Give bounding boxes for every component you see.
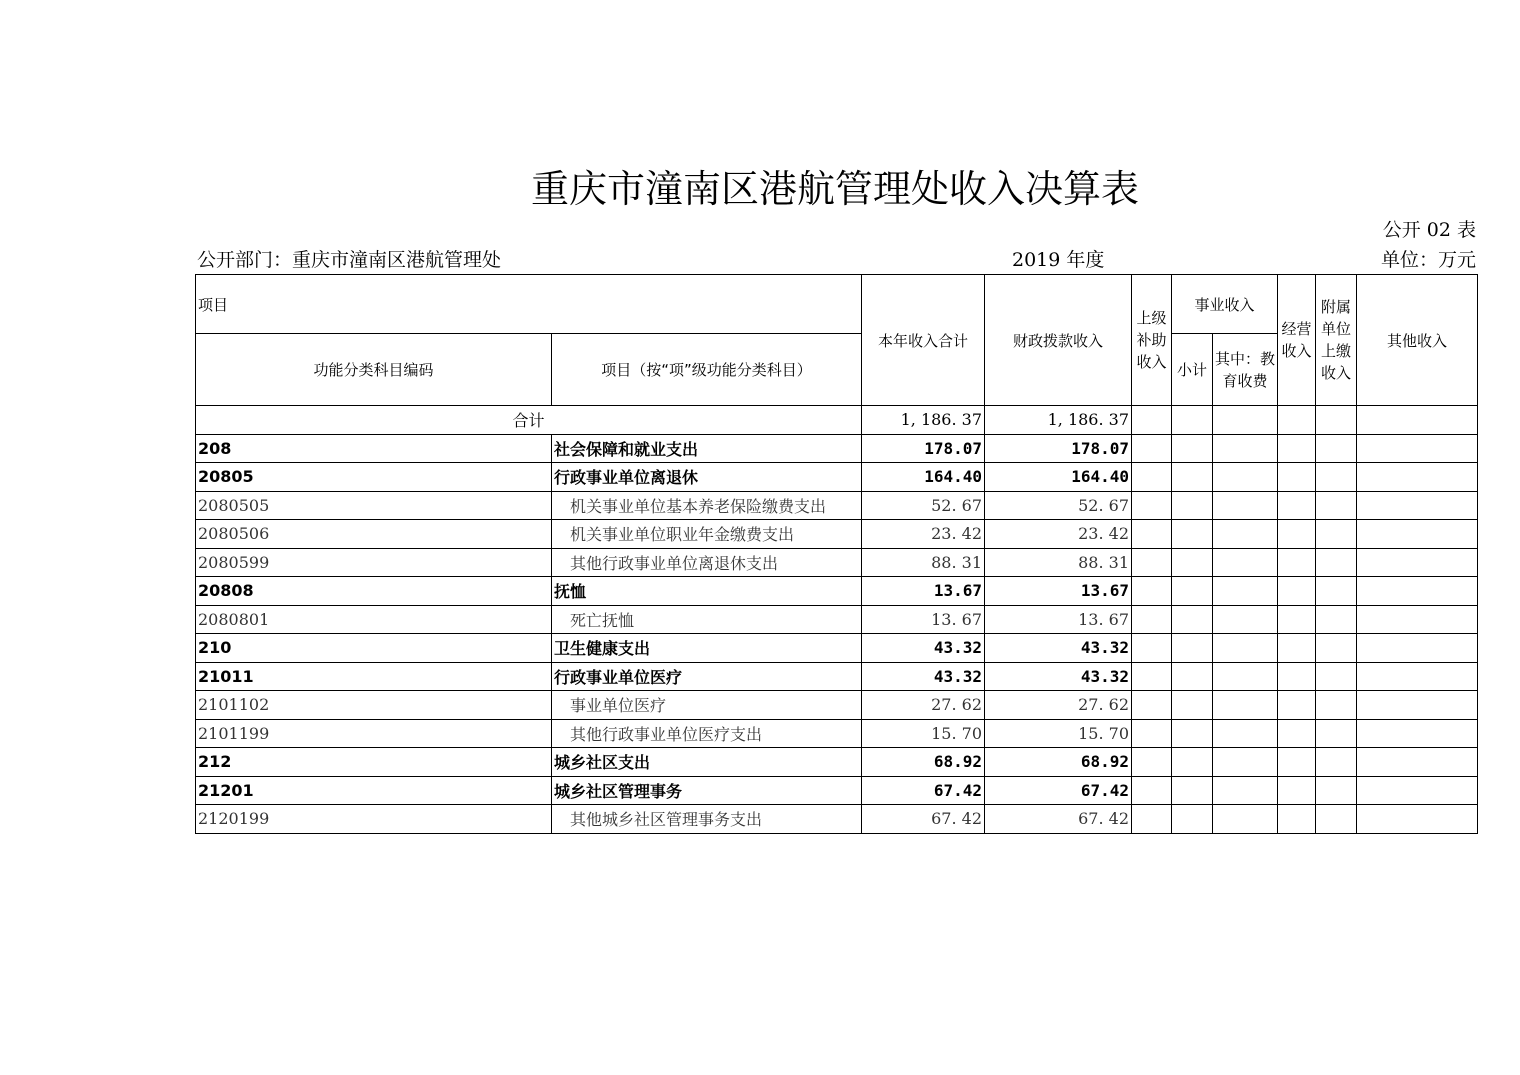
row-code: 210 <box>196 634 552 663</box>
empty-cell <box>1357 548 1478 577</box>
header-name: 项目（按“项”级功能分类科目） <box>552 334 862 406</box>
empty-cell <box>1172 805 1213 834</box>
row-total: 68.92 <box>862 748 985 777</box>
row-total: 13. 67 <box>862 605 985 634</box>
empty-cell <box>1213 805 1278 834</box>
row-name: 机关事业单位职业年金缴费支出 <box>552 520 862 549</box>
empty-cell <box>1357 577 1478 606</box>
empty-cell <box>1316 719 1357 748</box>
row-code: 2080505 <box>196 491 552 520</box>
row-code: 20805 <box>196 463 552 492</box>
empty-cell <box>1132 434 1172 463</box>
empty-cell <box>1278 662 1316 691</box>
row-name: 其他行政事业单位医疗支出 <box>552 719 862 748</box>
row-name: 事业单位医疗 <box>552 691 862 720</box>
row-fiscal: 13.67 <box>985 577 1132 606</box>
table-row <box>196 463 1478 492</box>
empty-cell <box>1357 805 1478 834</box>
empty-cell <box>1213 662 1278 691</box>
row-total: 88. 31 <box>862 548 985 577</box>
header-fiscal: 财政拨款收入 <box>985 275 1132 406</box>
income-table <box>195 274 1478 834</box>
empty-cell <box>1278 691 1316 720</box>
empty-cell <box>1278 491 1316 520</box>
table-row <box>196 520 1478 549</box>
header-subtotal: 小计 <box>1172 334 1213 406</box>
empty-cell <box>1132 463 1172 492</box>
empty-cell <box>1172 691 1213 720</box>
total-fiscal: 1, 186. 37 <box>985 406 1132 435</box>
empty-cell <box>1213 605 1278 634</box>
row-code: 2120199 <box>196 805 552 834</box>
empty-cell <box>1278 634 1316 663</box>
empty-cell <box>1172 662 1213 691</box>
empty-cell <box>1132 691 1172 720</box>
table-row <box>196 691 1478 720</box>
empty-cell <box>1357 691 1478 720</box>
header-total: 本年收入合计 <box>862 275 985 406</box>
table-row <box>196 805 1478 834</box>
empty-cell <box>1316 605 1357 634</box>
total-label: 合计 <box>196 406 862 435</box>
empty-cell <box>1172 463 1213 492</box>
empty-cell <box>1213 776 1278 805</box>
empty-cell <box>1316 520 1357 549</box>
row-name: 行政事业单位离退休 <box>552 463 862 492</box>
empty-cell <box>1278 605 1316 634</box>
row-fiscal: 43.32 <box>985 634 1132 663</box>
empty-cell <box>1132 776 1172 805</box>
row-code: 2080801 <box>196 605 552 634</box>
row-total: 52. 67 <box>862 491 985 520</box>
row-code: 21011 <box>196 662 552 691</box>
table-row <box>196 662 1478 691</box>
empty-cell <box>1316 577 1357 606</box>
table-row <box>196 748 1478 777</box>
row-name: 其他城乡社区管理事务支出 <box>552 805 862 834</box>
empty-cell <box>1132 662 1172 691</box>
empty-cell <box>1316 434 1357 463</box>
empty-cell <box>1213 691 1278 720</box>
total-amount: 1, 186. 37 <box>862 406 985 435</box>
empty-cell <box>1213 520 1278 549</box>
empty-cell <box>1172 719 1213 748</box>
row-fiscal: 15. 70 <box>985 719 1132 748</box>
empty-cell <box>1213 491 1278 520</box>
empty-cell <box>1278 748 1316 777</box>
row-code: 212 <box>196 748 552 777</box>
table-row <box>196 719 1478 748</box>
unit-label: 单位：万元 <box>1380 249 1476 271</box>
row-code: 208 <box>196 434 552 463</box>
empty-cell <box>1357 463 1478 492</box>
empty-cell <box>1132 805 1172 834</box>
row-name: 社会保障和就业支出 <box>552 434 862 463</box>
empty-cell <box>1132 605 1172 634</box>
empty-cell <box>1316 691 1357 720</box>
empty-cell <box>1172 748 1213 777</box>
empty-cell <box>1278 463 1316 492</box>
row-name: 城乡社区支出 <box>552 748 862 777</box>
empty-cell <box>1172 491 1213 520</box>
empty-cell <box>1278 548 1316 577</box>
table-row <box>196 577 1478 606</box>
empty-cell <box>1316 463 1357 492</box>
empty-cell <box>1132 634 1172 663</box>
empty-cell <box>1132 577 1172 606</box>
empty-cell <box>1278 719 1316 748</box>
row-name: 行政事业单位医疗 <box>552 662 862 691</box>
row-code: 2101199 <box>196 719 552 748</box>
empty-cell <box>1357 605 1478 634</box>
empty-cell <box>1316 776 1357 805</box>
department-label: 公开部门：重庆市潼南区港航管理处 <box>197 249 502 271</box>
empty-cell <box>1213 577 1278 606</box>
row-total: 164.40 <box>862 463 985 492</box>
empty-cell <box>1172 548 1213 577</box>
empty-cell <box>1357 719 1478 748</box>
header-code: 功能分类科目编码 <box>196 334 552 406</box>
empty-cell <box>1172 605 1213 634</box>
row-code: 2101102 <box>196 691 552 720</box>
row-total: 67. 42 <box>862 805 985 834</box>
row-code: 2080599 <box>196 548 552 577</box>
empty-cell <box>1316 662 1357 691</box>
empty-cell <box>1172 634 1213 663</box>
header-business: 事业收入 <box>1172 275 1278 334</box>
row-code: 20808 <box>196 577 552 606</box>
table-row <box>196 776 1478 805</box>
empty-cell <box>1357 776 1478 805</box>
empty-cell <box>1213 434 1278 463</box>
row-fiscal: 178.07 <box>985 434 1132 463</box>
empty-cell <box>1213 548 1278 577</box>
year-label: 2019 年度 <box>1012 249 1105 271</box>
row-name: 其他行政事业单位离退休支出 <box>552 548 862 577</box>
empty-cell <box>1278 805 1316 834</box>
empty-cell <box>1357 662 1478 691</box>
empty-cell <box>1316 491 1357 520</box>
form-number: 公开 02 表 <box>1382 219 1476 241</box>
empty-cell <box>1316 634 1357 663</box>
empty-cell <box>1278 520 1316 549</box>
row-fiscal: 68.92 <box>985 748 1132 777</box>
empty-cell <box>1357 634 1478 663</box>
empty-cell <box>1357 520 1478 549</box>
empty-cell <box>1278 434 1316 463</box>
row-fiscal: 164.40 <box>985 463 1132 492</box>
row-code: 21201 <box>196 776 552 805</box>
header-superior: 上级补助收入 <box>1132 275 1172 406</box>
table-row <box>196 634 1478 663</box>
row-fiscal: 67.42 <box>985 776 1132 805</box>
row-total: 43.32 <box>862 662 985 691</box>
empty-cell <box>1316 805 1357 834</box>
header-edu: 其中：教育收费 <box>1213 334 1278 406</box>
row-fiscal: 23. 42 <box>985 520 1132 549</box>
empty-cell <box>1316 548 1357 577</box>
total-row <box>196 406 1478 435</box>
page-title: 重庆市潼南区港航管理处收入决算表 <box>530 167 1139 211</box>
row-name: 卫生健康支出 <box>552 634 862 663</box>
row-total: 23. 42 <box>862 520 985 549</box>
empty-cell <box>1357 748 1478 777</box>
empty-cell <box>1213 748 1278 777</box>
row-total: 13.67 <box>862 577 985 606</box>
row-fiscal: 67. 42 <box>985 805 1132 834</box>
row-fiscal: 43.32 <box>985 662 1132 691</box>
header-affiliated: 附属单位上缴收入 <box>1316 275 1357 406</box>
empty-cell <box>1357 491 1478 520</box>
header-other: 其他收入 <box>1357 275 1478 406</box>
empty-cell <box>1132 748 1172 777</box>
row-fiscal: 52. 67 <box>985 491 1132 520</box>
empty-cell <box>1278 776 1316 805</box>
row-name: 抚恤 <box>552 577 862 606</box>
empty-cell <box>1213 463 1278 492</box>
table-row <box>196 434 1478 463</box>
row-total: 178.07 <box>862 434 985 463</box>
header-operating: 经营收入 <box>1278 275 1316 406</box>
table-row <box>196 548 1478 577</box>
header-project: 项目 <box>196 275 862 334</box>
table-row <box>196 605 1478 634</box>
empty-cell <box>1357 434 1478 463</box>
row-fiscal: 88. 31 <box>985 548 1132 577</box>
empty-cell <box>1172 776 1213 805</box>
empty-cell <box>1213 719 1278 748</box>
row-fiscal: 13. 67 <box>985 605 1132 634</box>
row-name: 机关事业单位基本养老保险缴费支出 <box>552 491 862 520</box>
empty-cell <box>1132 719 1172 748</box>
row-total: 43.32 <box>862 634 985 663</box>
empty-cell <box>1316 748 1357 777</box>
row-fiscal: 27. 62 <box>985 691 1132 720</box>
empty-cell <box>1278 577 1316 606</box>
row-total: 15. 70 <box>862 719 985 748</box>
empty-cell <box>1172 577 1213 606</box>
empty-cell <box>1213 634 1278 663</box>
table-row <box>196 491 1478 520</box>
row-total: 67.42 <box>862 776 985 805</box>
empty-cell <box>1132 548 1172 577</box>
empty-cell <box>1172 520 1213 549</box>
empty-cell <box>1172 434 1213 463</box>
empty-cell <box>1132 491 1172 520</box>
row-name: 死亡抚恤 <box>552 605 862 634</box>
empty-cell <box>1132 520 1172 549</box>
row-total: 27. 62 <box>862 691 985 720</box>
row-name: 城乡社区管理事务 <box>552 776 862 805</box>
row-code: 2080506 <box>196 520 552 549</box>
